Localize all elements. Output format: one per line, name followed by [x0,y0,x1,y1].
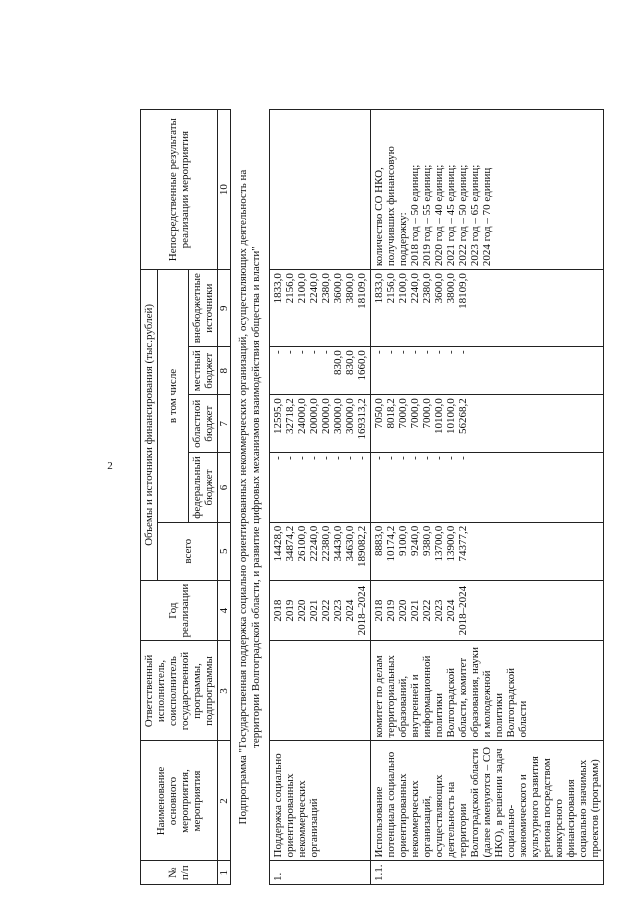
result-line: 2019 год – 55 единиц; [421,164,433,267]
subprogram-title: Подпрограмма "Государственная поддержка социально ориентированных некоммерческих организаций, осуществляющих деятельность на территории Волгоградской области, и развитие цифровых механизмов взаимодействия общества и власти" [231,110,270,885]
local-list-value: - [409,350,421,354]
year-list [270,580,371,641]
page-number: 2 [107,460,113,472]
regional-list-value: 30000,0 [344,398,356,434]
local-list-value: - [320,350,332,354]
header-local: местный бюджет [189,347,218,395]
result-line: 2021 год – 45 единиц; [445,164,457,267]
year-list-value: 2018–2024 [356,585,368,636]
year-list-value: 2018 [373,599,385,622]
local-list-value: 830,0 [332,350,344,376]
extra-list-value: 3600,0 [433,273,445,304]
extra-list-value: 2100,0 [296,273,308,304]
extra-list-value: 3800,0 [344,273,356,304]
header-row [141,110,158,885]
header-regional: областной бюджет [189,395,218,453]
extra-list [270,270,371,347]
extra-list-value: 2156,0 [284,273,296,304]
row-result [270,110,371,270]
total-list-value: 9240,0 [409,525,421,556]
federal-list-value: - [409,456,421,460]
header-extra: внебюджетные источники [189,270,218,347]
column-number: 8 [218,347,231,395]
column-number-row [218,110,231,885]
result-line: 2022 год – 50 единиц; [457,164,469,267]
total-list-value: 22240,0 [308,525,320,562]
year-list-value: 2021 [409,599,421,622]
extra-list-value: 3800,0 [445,273,457,304]
year-list-value: 2023 [332,599,344,622]
year-list [371,580,604,641]
total-list-value: 34874,2 [284,525,296,562]
result-line: количество СО НКО, получивших финансовую поддержку: [373,146,409,267]
header-total: всего [158,522,218,580]
row-result [371,110,604,270]
federal-list-value: - [308,456,320,460]
result-line: 2018 год – 50 единиц; [409,164,421,267]
federal-list-value: - [332,456,344,460]
federal-list [371,453,604,523]
year-list-value: 2018 [272,599,284,622]
total-list-value: 10174,2 [385,525,397,562]
table-row [371,110,604,885]
year-list-value: 2020 [397,599,409,622]
row-executor [270,641,371,741]
result-line: 2023 год – 65 единиц; [469,164,481,267]
column-number: 7 [218,395,231,453]
header-result: Непосредственные результаты реализации мероприятия [141,110,218,270]
local-list [371,347,604,395]
extra-list-value: 1833,0 [373,273,385,304]
year-list-value: 2024 [445,599,457,622]
extra-list-value: 3600,0 [332,273,344,304]
header-year: Год реализации [141,580,218,641]
header-federal: федеральный бюджет [189,453,218,523]
year-list-value: 2021 [308,599,320,622]
local-list-value: - [296,350,308,354]
federal-list-value: - [421,456,433,460]
local-list-value: - [421,350,433,354]
federal-list [270,453,371,523]
local-list-value: - [272,350,284,354]
regional-list-value: 10100,0 [433,398,445,434]
federal-list-value: - [373,456,385,460]
row-executor: комитет по делам территориальных образований, внутренней и информационной политики Волгоградской области, комитет образования, науки и молодежной политики Волгоградской области [371,641,604,741]
regional-list [270,395,371,453]
column-number: 6 [218,453,231,523]
regional-list-value: 10100,0 [445,398,457,434]
total-list-value: 9100,0 [397,525,409,556]
total-list [371,522,604,580]
local-list-value: - [433,350,445,354]
extra-list-value: 2100,0 [397,273,409,304]
total-list-value: 8883,0 [373,525,385,556]
extra-list-value: 2380,0 [320,273,332,304]
regional-list-value: 24000,0 [296,398,308,434]
column-number: 2 [218,741,231,861]
regional-list-value: 7000,0 [397,398,409,429]
table-row [270,110,371,885]
program-table [140,109,604,885]
regional-list-value: 20000,0 [320,398,332,434]
column-number: 4 [218,580,231,641]
result-line: 2020 год – 40 единиц; [433,164,445,267]
year-list-value: 2018–2024 [457,585,469,636]
local-list-value: - [284,350,296,354]
subprogram-row [231,110,270,885]
row-number: 1.1. [371,861,604,885]
extra-list-value: 2240,0 [409,273,421,304]
year-list-value: 2020 [296,599,308,622]
local-list-value: - [373,350,385,354]
federal-list-value: - [356,456,368,460]
federal-list-value: - [284,456,296,460]
regional-list-value: 169313,2 [356,398,368,440]
header-funding: Объемы и источники финансирования (тыс.рублей) [141,270,158,581]
regional-list-value: 32718,2 [284,398,296,434]
local-list-value: - [308,350,320,354]
total-list-value: 9380,0 [421,525,433,556]
local-list-value: - [457,350,469,354]
local-list-value: - [445,350,457,354]
column-number: 1 [218,861,231,885]
column-number: 9 [218,270,231,347]
regional-list-value: 7000,0 [421,398,433,429]
year-list-value: 2019 [385,599,397,622]
regional-list-value: 30000,0 [332,398,344,434]
column-number: 3 [218,641,231,741]
federal-list-value: - [397,456,409,460]
year-list-value: 2022 [320,599,332,622]
total-list-value: 14428,0 [272,525,284,562]
federal-list-value: - [320,456,332,460]
total-list-value: 13700,0 [433,525,445,562]
regional-list-value: 7000,0 [409,398,421,429]
federal-list-value: - [344,456,356,460]
row-number: 1. [270,861,371,885]
header-num: № п/п [141,861,218,885]
total-list-value: 34430,0 [332,525,344,562]
federal-list-value: - [445,456,457,460]
total-list [270,522,371,580]
regional-list [371,395,604,453]
row-name: Использование потенциала социально ориентированных некоммерческих организаций, осуществляющих деятельность на территории Волгоградской области (далее именуются – СО НКО), в решении задач социально-экономического и культурного развития региона посредством конкурсного финансирования социально значимых проектов (программ) [371,741,604,861]
extra-list-value: 18109,0 [457,273,469,309]
local-list-value: 830,0 [344,350,356,376]
extra-list-value: 1833,0 [272,273,284,304]
extra-list-value: 18109,0 [356,273,368,309]
total-list-value: 13900,0 [445,525,457,562]
extra-list-value: 2156,0 [385,273,397,304]
total-list-value: 74377,2 [457,525,469,562]
local-list [270,347,371,395]
regional-list-value: 7050,0 [373,398,385,429]
total-list-value: 26100,0 [296,525,308,562]
federal-list-value: - [272,456,284,460]
header-name: Наименование основного мероприятия, мероприятия [141,741,218,861]
regional-list-value: 20000,0 [308,398,320,434]
regional-list-value: 8018,2 [385,398,397,429]
year-list-value: 2024 [344,599,356,622]
total-list-value: 34630,0 [344,525,356,562]
extra-list-value: 2380,0 [421,273,433,304]
regional-list-value: 12595,0 [272,398,284,434]
total-list-value: 189082,2 [356,525,368,567]
year-list-value: 2022 [421,599,433,622]
header-including: в том числе [158,270,189,523]
row-name: Поддержка социально ориентированных некоммерческих организаций [270,741,371,861]
local-list-value: - [397,350,409,354]
local-list-value: - [385,350,397,354]
extra-list-value: 2240,0 [308,273,320,304]
federal-list-value: - [385,456,397,460]
year-list-value: 2023 [433,599,445,622]
result-line: 2024 год – 70 единиц [481,167,493,267]
column-number: 10 [218,110,231,270]
total-list-value: 22380,0 [320,525,332,562]
year-list-value: 2019 [284,599,296,622]
federal-list-value: - [433,456,445,460]
regional-list-value: 56268,2 [457,398,469,434]
federal-list-value: - [296,456,308,460]
local-list-value: 1660,0 [356,350,368,381]
extra-list [371,270,604,347]
header-executor: Ответственный исполнитель, соисполнитель государственной программы, подпрограммы [141,641,218,741]
column-number: 5 [218,522,231,580]
federal-list-value: - [457,456,469,460]
